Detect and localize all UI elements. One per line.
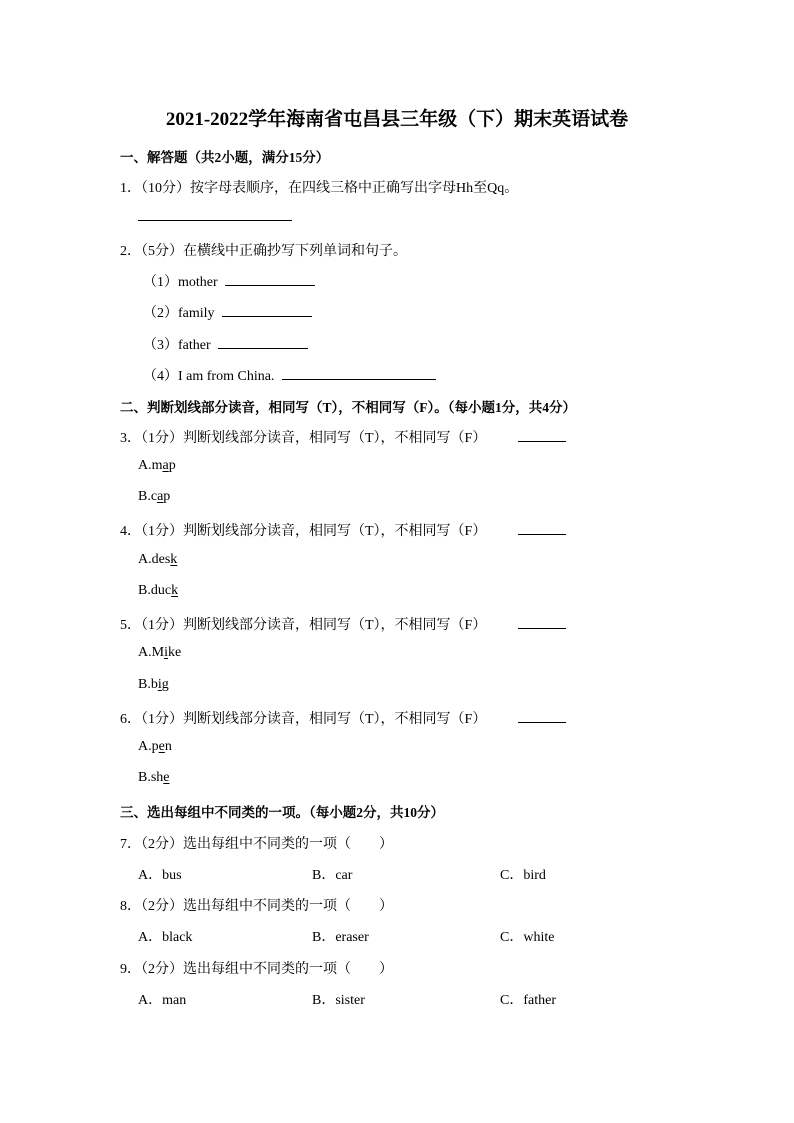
answer-line[interactable] [225,273,315,286]
answer-line[interactable] [218,336,308,349]
question-2-item-1: （1）mother [143,271,315,291]
question-1-text: 1．（10分）按字母表顺序，在四线三格中正确写出字母Hh至Qq。 [120,181,519,196]
question-2 [120,240,407,260]
question-2-item-4: （4）I am from China. [143,365,436,385]
answer-line-6[interactable] [518,710,566,728]
question-2-item-2: （2）family [143,302,312,322]
question-9: 9．（2分）选出每组中不同类的一项（ ） [120,962,393,977]
question-7-option-b[interactable]: B．car [312,868,353,883]
page-title: 2021-2022学年海南省屯昌县三年级（下）期末英语试卷 [165,109,629,130]
question-5: 5．（1分）判断划线部分读音，相同写（T），不相同写（F） [120,618,487,633]
section-heading-2: 二、判断划线部分读音，相同写（T），不相同写（F）。（每小题1分，共4分） [120,400,576,415]
question-2-text: 2．（5分）在横线中正确抄写下列单词和句子。 [120,244,407,259]
question-5-option-b: B.big [138,677,169,692]
question-4-option-a: A.desk [138,552,178,567]
answer-line-5[interactable] [518,616,566,634]
question-9-option-c[interactable]: C．father [500,993,556,1008]
question-8: 8．（2分）选出每组中不同类的一项（ ） [120,899,393,914]
question-5-option-a: A.Mike [138,645,182,660]
question-6-option-b: B.she [138,770,170,785]
question-9-option-b[interactable]: B．sister [312,993,365,1008]
answer-line-4[interactable] [518,522,566,540]
question-7-option-a[interactable]: A．bus [138,868,182,883]
section-heading-3: 三、选出每组中不同类的一项。（每小题2分，共10分） [120,805,444,820]
question-3-option-b: B.cap [138,489,171,504]
question-4-option-b: B.duck [138,583,179,598]
answer-line-1[interactable] [138,208,292,226]
question-9-option-a[interactable]: A．man [138,993,187,1008]
question-2-item-3: （3）father [143,334,308,354]
question-8-option-c[interactable]: C．white [500,930,555,945]
question-6: 6．（1分）判断划线部分读音，相同写（T），不相同写（F） [120,712,487,727]
question-8-option-a[interactable]: A．black [138,930,193,945]
question-7: 7．（2分）选出每组中不同类的一项（ ） [120,837,393,852]
answer-line[interactable] [282,367,436,380]
question-4: 4．（1分）判断划线部分读音，相同写（T），不相同写（F） [120,524,487,539]
question-1 [120,177,518,197]
question-7-option-c[interactable]: C．bird [500,868,546,883]
question-8-option-b[interactable]: B．eraser [312,930,369,945]
question-3-option-a: A.map [138,458,176,473]
answer-line-3[interactable] [518,429,566,447]
question-3: 3．（1分）判断划线部分读音，相同写（T），不相同写（F） [120,431,487,446]
answer-line[interactable] [222,304,312,317]
section-heading-1: 一、解答题（共2小题，满分15分） [120,150,330,165]
question-6-option-a: A.pen [138,739,172,754]
